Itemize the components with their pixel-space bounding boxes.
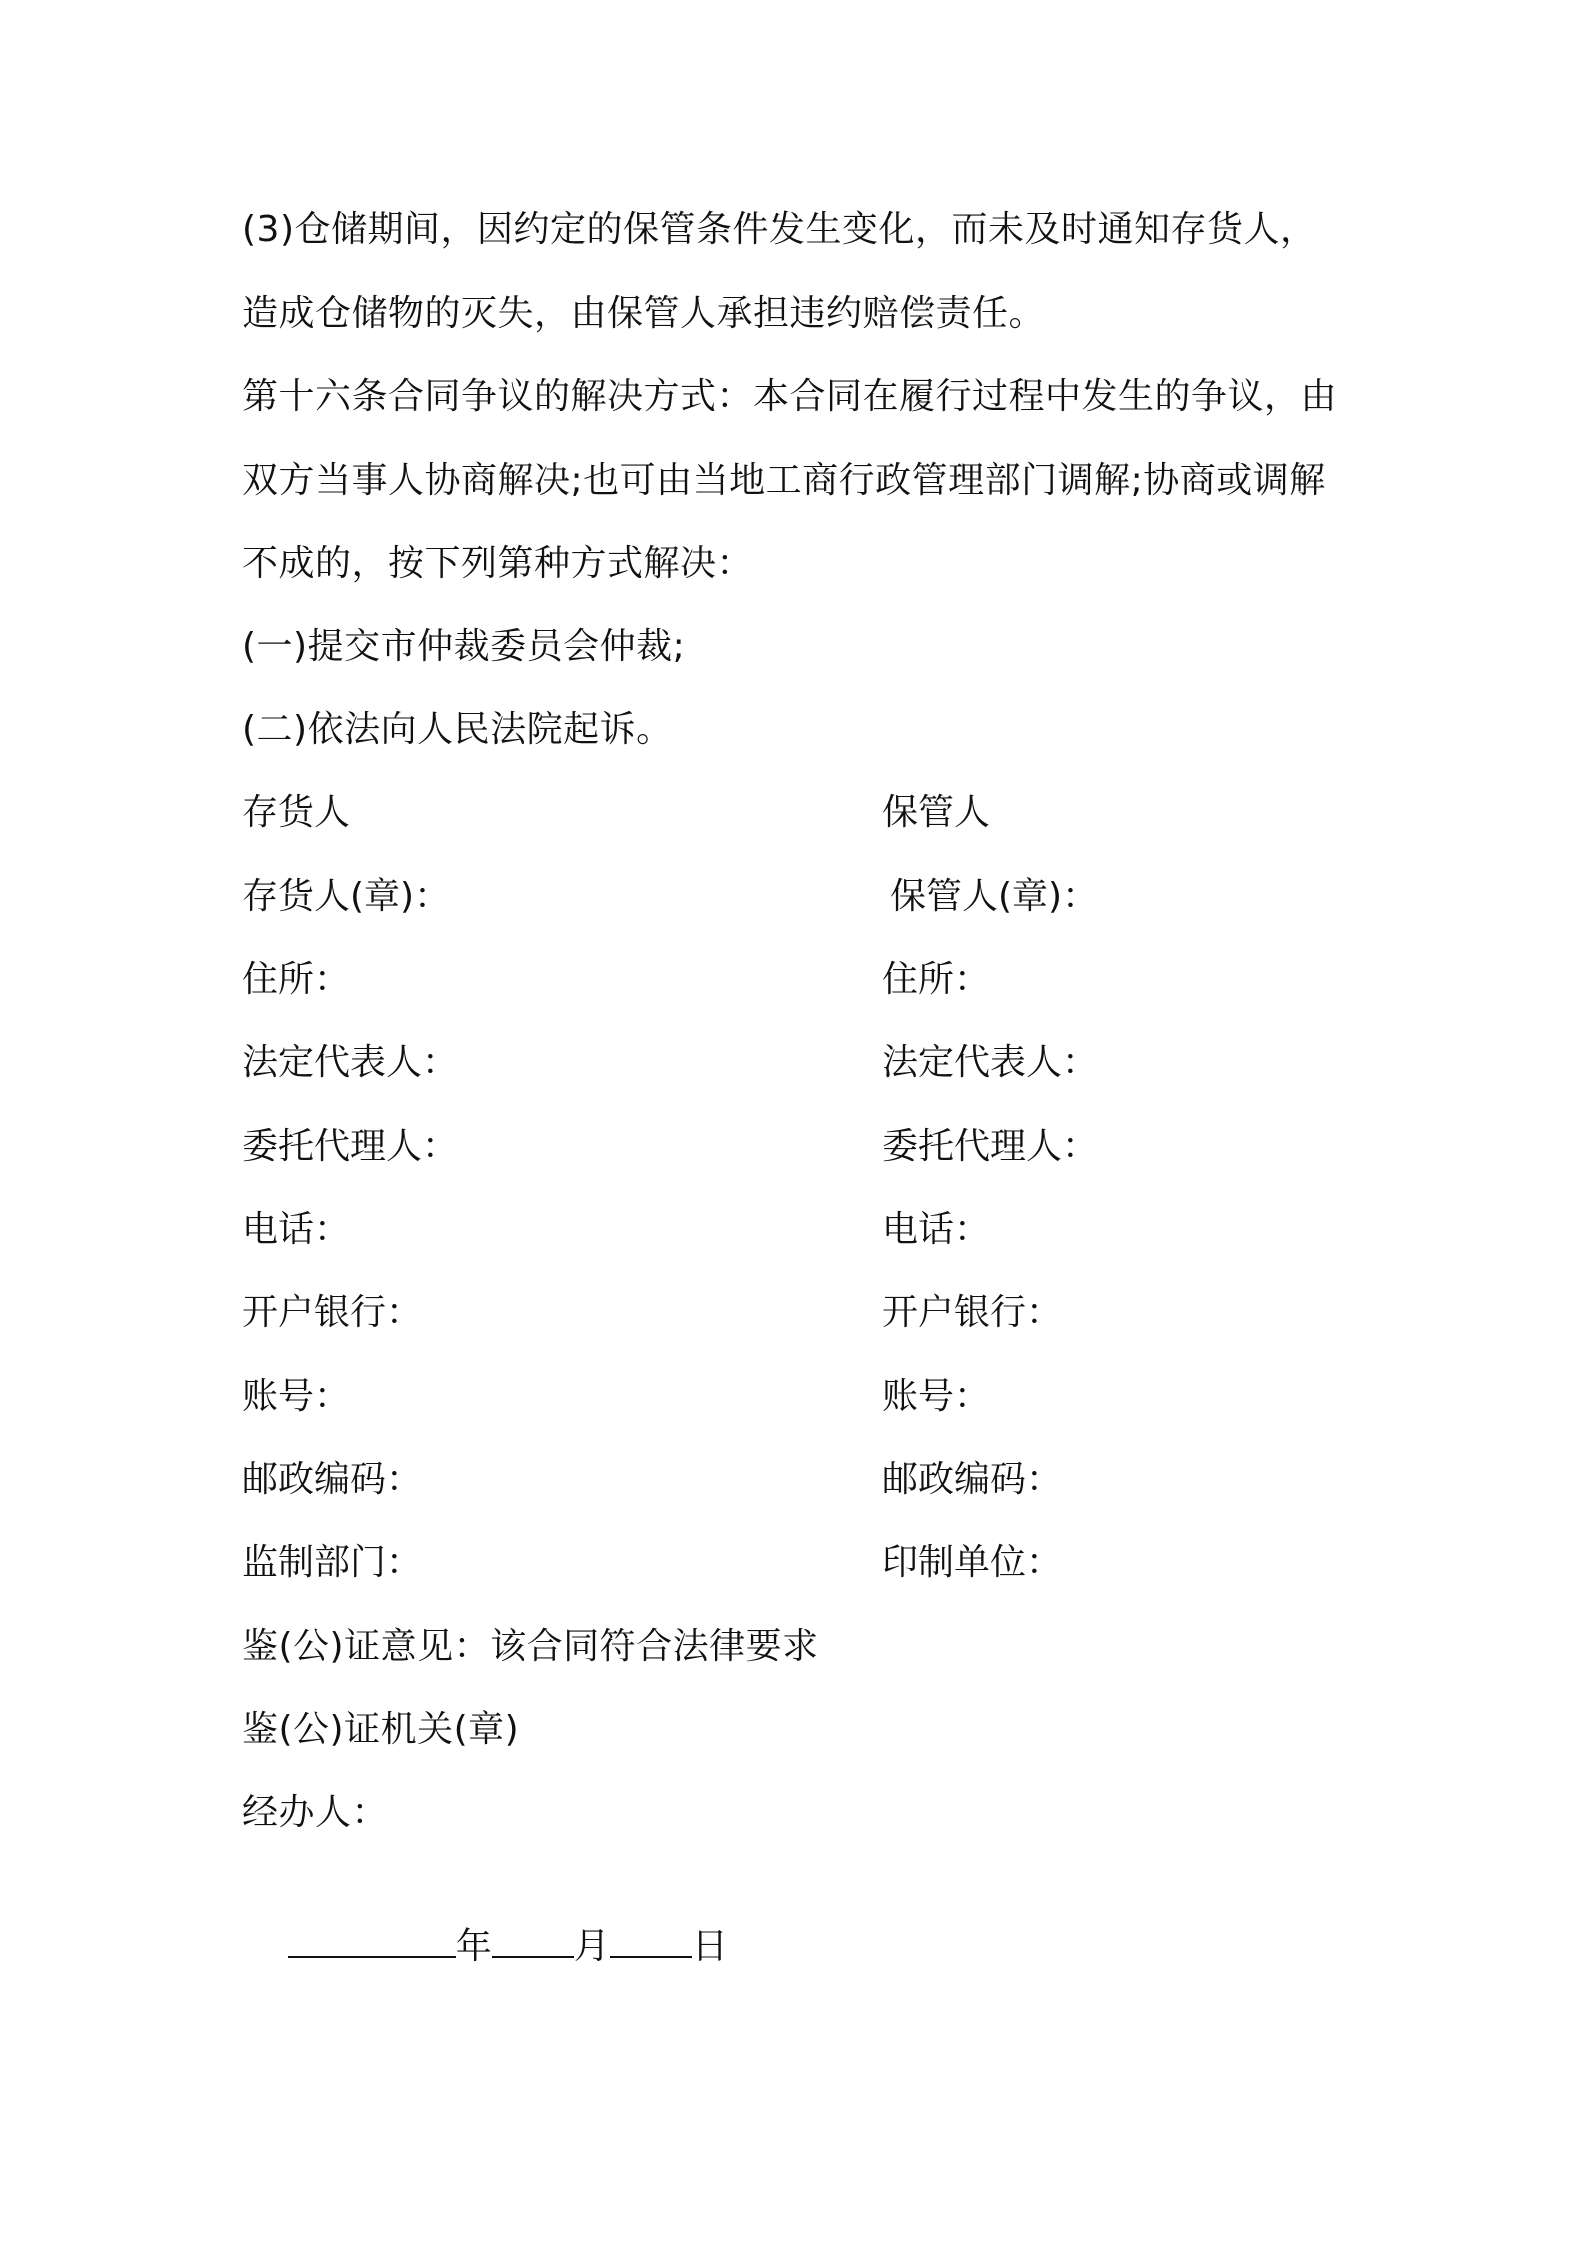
handler-label: 经办人： <box>242 1792 389 1833</box>
supervising-dept-label: 监制部门： <box>242 1542 423 1583</box>
article-16-heading: 第十六条合同争议的解决方式：本合同在履行过程中发生的争议，由 <box>242 376 1338 417</box>
depositor-address-label: 住所： <box>242 959 351 1000</box>
day-blank <box>610 1922 692 1958</box>
paragraph-line: 双方当事人协商解决;也可由当地工商行政管理部门调解;协商或调解 <box>242 460 1326 501</box>
option-court: (二)依法向人民法院起诉。 <box>242 709 673 750</box>
depositor-seal-label: 存货人(章)： <box>242 876 451 917</box>
notary-authority: 鉴(公)证机关(章) <box>242 1709 520 1750</box>
custodian-legal-rep-label: 法定代表人： <box>882 1042 1099 1083</box>
month-label: 月 <box>573 1926 610 1967</box>
depositor-legal-rep-label: 法定代表人： <box>242 1042 459 1083</box>
printing-unit-label: 印制单位： <box>882 1542 1063 1583</box>
month-blank <box>492 1922 574 1958</box>
custodian-address-label: 住所： <box>882 959 991 1000</box>
depositor-account-label: 账号： <box>242 1376 351 1417</box>
depositor-agent-label: 委托代理人： <box>242 1126 459 1167</box>
year-blank <box>288 1922 456 1958</box>
date-line <box>242 1872 728 2022</box>
year-label: 年 <box>455 1926 492 1967</box>
day-label: 日 <box>691 1926 728 1967</box>
custodian-bank-label: 开户银行： <box>882 1292 1063 1333</box>
custodian-agent-label: 委托代理人： <box>882 1126 1099 1167</box>
custodian-account-label: 账号： <box>882 1376 991 1417</box>
notary-opinion: 鉴(公)证意见：该合同符合法律要求 <box>242 1626 819 1667</box>
depositor-bank-label: 开户银行： <box>242 1292 423 1333</box>
custodian-postcode-label: 邮政编码： <box>882 1459 1063 1500</box>
depositor-phone-label: 电话： <box>242 1209 351 1250</box>
depositor-heading: 存货人 <box>242 792 351 833</box>
option-arbitration: (一)提交市仲裁委员会仲裁; <box>242 626 686 667</box>
paragraph-line: (3)仓储期间，因约定的保管条件发生变化，而未及时通知存货人， <box>242 209 1317 250</box>
depositor-postcode-label: 邮政编码： <box>242 1459 423 1500</box>
paragraph-line: 造成仓储物的灭失，由保管人承担违约赔偿责任。 <box>242 293 1046 334</box>
paragraph-line: 不成的，按下列第种方式解决： <box>242 543 754 584</box>
custodian-phone-label: 电话： <box>882 1209 991 1250</box>
custodian-seal-label: 保管人(章)： <box>890 876 1099 917</box>
custodian-heading: 保管人 <box>882 792 991 833</box>
